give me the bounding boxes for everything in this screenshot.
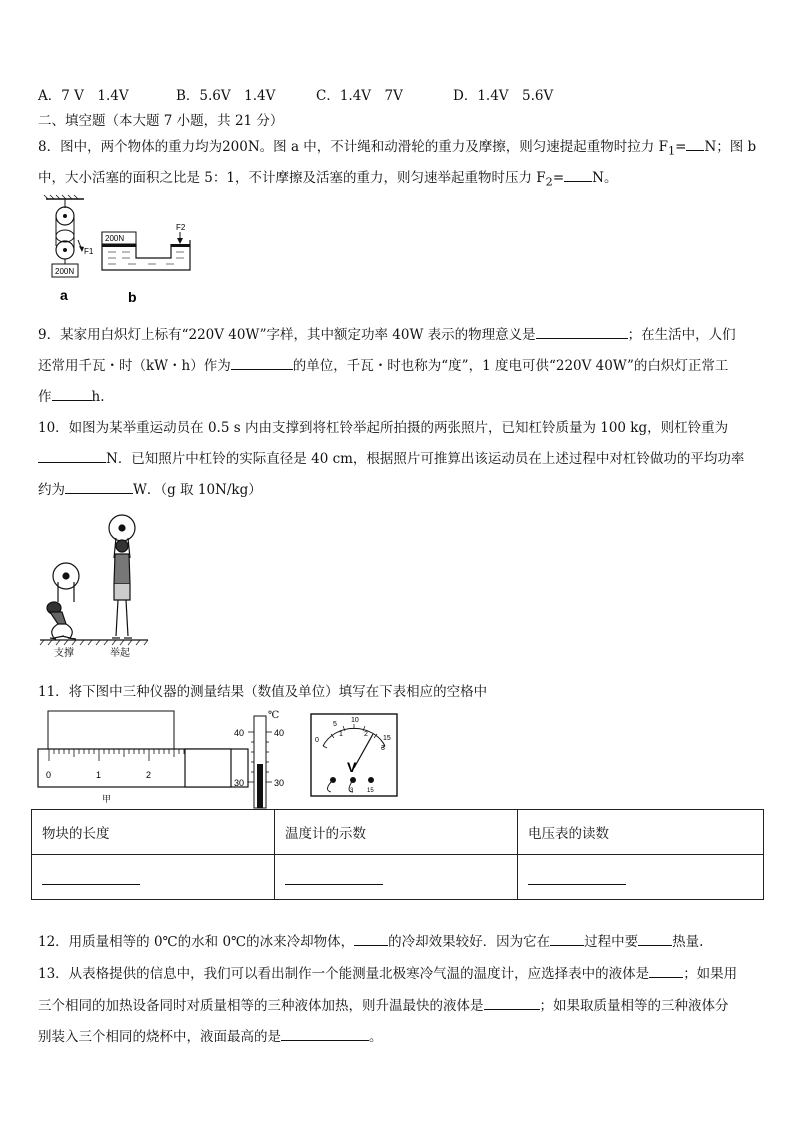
header-length: 物块的长度 bbox=[32, 810, 275, 855]
ruler-caption: 甲 bbox=[102, 795, 112, 805]
q8-text-1b: = bbox=[675, 139, 687, 155]
weightlifter-figure bbox=[40, 512, 150, 660]
volt-tick-0: 0 bbox=[315, 737, 319, 744]
volt-tick-15: 15 bbox=[383, 735, 391, 742]
header-temperature: 温度计的示数 bbox=[275, 810, 518, 855]
fig-a-label: a bbox=[60, 287, 68, 303]
q13-text-1a: 13．从表格提供的信息中，我们可以看出制作一个能测量北极寒冷气温的温度计，应选择表中的液体是 bbox=[38, 966, 650, 982]
answer-length-cell bbox=[32, 855, 275, 900]
q12-text-c: 过程中要 bbox=[584, 934, 639, 950]
q9-text-2b: 的单位，千瓦・时也称为“度”，1 度电可供“220V 40W”的白炽灯正常工 bbox=[292, 358, 729, 374]
q10-line3 bbox=[38, 478, 262, 498]
answer-temperature-blank[interactable] bbox=[285, 866, 383, 885]
q12-text-b: 的冷却效果较好．因为它在 bbox=[388, 934, 551, 950]
header-voltage: 电压表的读数 bbox=[518, 810, 764, 855]
answer-temperature-cell bbox=[275, 855, 518, 900]
q13-text-3b: 。 bbox=[369, 1029, 383, 1045]
volt-symbol: V bbox=[347, 759, 357, 775]
q12-blank-2[interactable] bbox=[550, 931, 584, 946]
q13-blank-3[interactable] bbox=[281, 1026, 369, 1041]
q12-text-d: 热量. bbox=[672, 934, 704, 950]
answer-voltage-blank[interactable] bbox=[528, 866, 626, 885]
fig-b-label: b bbox=[128, 289, 137, 305]
q8-text-1a: 8．图中，两个物体的重力均为200N。图 a 中，不计绳和动滑轮的重力及摩擦，则匀速提起重物时拉力 F bbox=[38, 139, 668, 155]
q10-blank-1[interactable] bbox=[38, 448, 106, 463]
block bbox=[48, 711, 174, 749]
f2-label: F2 bbox=[176, 223, 186, 232]
weight-b-label: 200N bbox=[105, 234, 125, 243]
q13-text-2a: 三个相同的加热设备同时对质量相等的三种液体加热，则升温最快的液体是 bbox=[38, 998, 484, 1014]
answer-voltage-cell bbox=[518, 855, 764, 900]
table-answer-row bbox=[32, 855, 764, 900]
ruler-tick-2: 2 bbox=[146, 770, 152, 780]
q8-blank-1[interactable] bbox=[686, 136, 704, 151]
thermometer-figure bbox=[232, 706, 294, 808]
q9-text-1b: ；在生活中，人们 bbox=[627, 327, 736, 343]
q12-blank-3[interactable] bbox=[638, 931, 672, 946]
ruler-extension bbox=[186, 749, 236, 789]
q13-text-2b: ；如果取质量相等的三种液体分 bbox=[539, 998, 729, 1014]
q8-blank-2[interactable] bbox=[564, 167, 592, 182]
label-lift: 举起 bbox=[110, 648, 130, 659]
q12-text-a: 12．用质量相等的 0℃的水和 0℃的冰来冷却物体， bbox=[38, 934, 355, 950]
pulley-diagram bbox=[44, 195, 84, 277]
q9-blank-2[interactable] bbox=[231, 355, 293, 370]
terminal-label-15: 15 bbox=[367, 788, 374, 794]
option-d: D．1.4V 5.6V bbox=[453, 88, 554, 104]
volt-tick-5: 5 bbox=[333, 721, 337, 728]
thermo-tick-40-right: 40 bbox=[274, 728, 285, 738]
ruler-figure bbox=[36, 706, 186, 806]
table-header-row bbox=[32, 810, 764, 855]
q13-line2 bbox=[38, 994, 729, 1014]
q8-line2 bbox=[38, 166, 617, 189]
mercury-column bbox=[257, 764, 263, 808]
ruler-tick-1: 1 bbox=[96, 770, 102, 780]
q8-text-2a: 中，大小活塞的面积之比是 5：1，不计摩擦及活塞的重力，则匀速举起重物时压力 F bbox=[38, 170, 546, 186]
q10-text-3a: 约为 bbox=[38, 482, 65, 498]
q10-text-3b: W．（g 取 10N/kg） bbox=[133, 482, 262, 498]
option-b: B．5.6V 1.4V bbox=[176, 88, 276, 104]
section-title: 二、填空题（本大题 7 小题，共 21 分） bbox=[38, 113, 284, 129]
q10-blank-2[interactable] bbox=[65, 479, 133, 494]
thermo-tick-30-right: 30 bbox=[274, 778, 285, 788]
q9-text-1a: 9．某家用白炽灯上标有“220V 40W”字样，其中额定功率 40W 表示的物理意义是 bbox=[38, 327, 536, 343]
f1-label: F1 bbox=[84, 247, 94, 256]
q12-blank-1[interactable] bbox=[354, 931, 388, 946]
q8-text-1c: N；图 b bbox=[704, 139, 757, 155]
q7-options bbox=[38, 84, 553, 104]
q9-blank-3[interactable] bbox=[52, 386, 92, 401]
q9-line2 bbox=[38, 354, 728, 374]
q13-line1 bbox=[38, 962, 737, 982]
q9-text-3a: 作 bbox=[38, 389, 52, 405]
thermo-tick-30-left: 30 bbox=[234, 778, 245, 788]
answer-table bbox=[31, 809, 764, 900]
q8-sub-1: 1 bbox=[667, 144, 676, 158]
q8-figure bbox=[38, 194, 198, 306]
q9-line3 bbox=[38, 385, 105, 405]
terminal-label-3: 3 bbox=[350, 788, 354, 794]
voltmeter-figure bbox=[309, 712, 401, 800]
q9-blank-1[interactable] bbox=[536, 324, 628, 339]
q10-line2 bbox=[38, 447, 744, 467]
answer-length-blank[interactable] bbox=[42, 866, 140, 885]
volt-tick-1: 1 bbox=[339, 731, 343, 738]
q13-text-1b: ；如果用 bbox=[683, 966, 738, 982]
option-c: C．1.4V 7V bbox=[316, 88, 403, 104]
option-a: A．7 V 1.4V bbox=[38, 88, 129, 104]
q8-text-2c: N。 bbox=[592, 170, 618, 186]
lifter-lift bbox=[109, 515, 135, 638]
q13-text-3a: 别装入三个相同的烧杯中，液面最高的是 bbox=[38, 1029, 281, 1045]
q8-sub-2: 2 bbox=[545, 175, 553, 189]
lifter-support bbox=[47, 563, 79, 639]
q9-text-2a: 还常用千瓦・时（kW・h）作为 bbox=[38, 358, 231, 374]
label-support: 支撑 bbox=[54, 648, 74, 659]
ruler-tick-0: 0 bbox=[46, 770, 52, 780]
q9-text-3b: h. bbox=[91, 389, 105, 405]
thermo-tick-40-left: 40 bbox=[234, 728, 245, 738]
volt-tick-3: 3 bbox=[381, 745, 385, 752]
q10-line1: 10．如图为某举重运动员在 0.5 s 内由支撑到将杠铃举起所拍摄的两张照片，已知杠铃质量为 100 kg，则杠铃重为 bbox=[38, 420, 729, 436]
thermo-unit: ℃ bbox=[268, 710, 280, 721]
q13-line3 bbox=[38, 1025, 383, 1045]
q13-blank-2[interactable] bbox=[484, 995, 540, 1010]
q10-text-2b: N．已知照片中杠铃的实际直径是 40 cm，根据照片可推算出该运动员在上述过程中对杠铃做功的平均功率 bbox=[106, 451, 745, 467]
q9-line1 bbox=[38, 323, 736, 343]
q12-line bbox=[38, 930, 703, 950]
q13-blank-1[interactable] bbox=[649, 963, 683, 978]
q8-line1 bbox=[38, 135, 756, 158]
q8-text-2b: = bbox=[552, 170, 565, 186]
q11-text: 11．将下图中三种仪器的测量结果（数值及单位）填写在下表相应的空格中 bbox=[38, 684, 488, 700]
terminal-15 bbox=[368, 777, 374, 783]
weight-a-label: 200N bbox=[55, 267, 75, 276]
volt-tick-2: 2 bbox=[364, 731, 368, 738]
volt-tick-10: 10 bbox=[351, 717, 359, 724]
